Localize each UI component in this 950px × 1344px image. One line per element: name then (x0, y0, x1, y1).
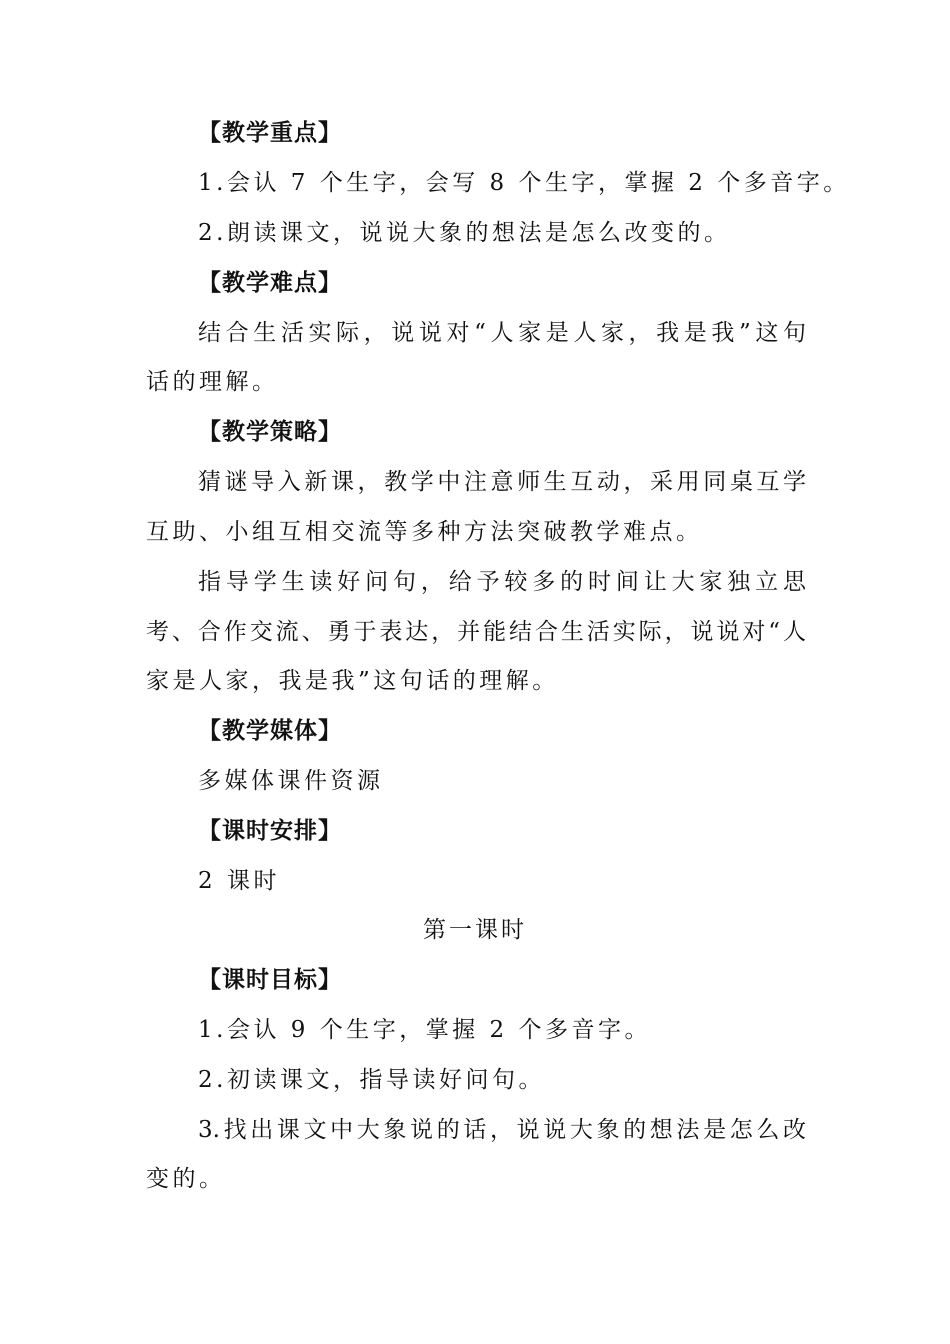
schedule-text: 2 课时 (198, 868, 280, 894)
difficulties-text-line-2: 话的理解。 (146, 369, 279, 395)
strategy-p2-line-3: 家是人家，我是我”这句话的理解。 (146, 668, 559, 694)
heading-schedule: 【课时安排】 (198, 818, 342, 844)
objective-1: 1.会认 9 个生字，掌握 2 个多音字。 (198, 1017, 651, 1043)
heading-difficulties: 【教学难点】 (198, 270, 342, 296)
key-point-1: 1.会认 7 个生字，会写 8 个生字，掌握 2 个多音字。 (198, 170, 850, 196)
media-text: 多媒体课件资源 (198, 768, 384, 794)
objective-3-line-1: 3.找出课文中大象说的话，说说大象的想法是怎么改 (198, 1117, 806, 1143)
lesson-title: 第一课时 (423, 917, 527, 943)
key-point-2: 2.朗读课文，说说大象的想法是怎么改变的。 (198, 220, 731, 246)
heading-objectives: 【课时目标】 (198, 967, 342, 993)
objective-3-line-2: 变的。 (146, 1166, 226, 1192)
heading-key-points: 【教学重点】 (198, 120, 342, 146)
difficulties-text-line-1: 结合生活实际，说说对“人家是人家，我是我”这句 (198, 320, 806, 346)
strategy-p1-line-2: 互助、小组互相交流等多种方法突破教学难点。 (146, 519, 703, 545)
strategy-p2-line-1: 指导学生读好问句，给予较多的时间让大家独立思 (198, 569, 806, 595)
heading-media: 【教学媒体】 (198, 718, 342, 744)
strategy-p1-line-1: 猜谜导入新课，教学中注意师生互动，采用同桌互学 (198, 469, 806, 495)
strategy-p2-line-2: 考、合作交流、勇于表达，并能结合生活实际，说说对“人 (146, 619, 806, 645)
heading-strategy: 【教学策略】 (198, 419, 342, 445)
objective-2: 2.初读课文，指导读好问句。 (198, 1067, 545, 1093)
